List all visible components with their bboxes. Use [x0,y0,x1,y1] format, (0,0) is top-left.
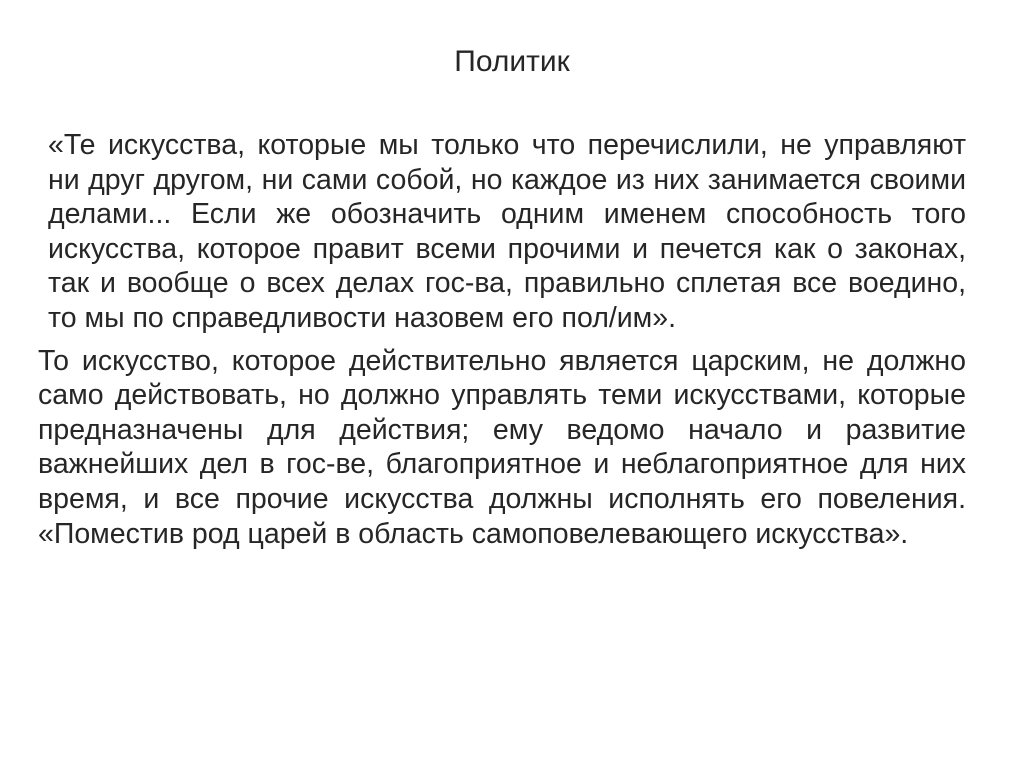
paragraph-royal-art: То искусство, которое действительно является царским, не должно само действовать, но должно управлять теми искусствами, которые предназначены для действия; ему ведомо начало и развитие важнейших дел в гос-ве, благоприятное и неблагоприятное для них время, и все прочие искусства должны исполнять его повеления. «Поместив род царей в область самоповелевающего искусства». [38,344,966,550]
slide-body [38,128,966,551]
slide-title: Политик [454,45,570,78]
paragraph-quote: «Те искусства, которые мы только что перечислили, не управляют ни друг другом, ни сами собой, но каждое из них занимается своими делами... Если же обозначить одним именем способность того искусства, которое правит всеми прочими и печется как о законах, так и вообще о всех делах гос-ва, правильно сплетая все воедино, то мы по справедливости назовем его пол/им». [48,129,966,334]
